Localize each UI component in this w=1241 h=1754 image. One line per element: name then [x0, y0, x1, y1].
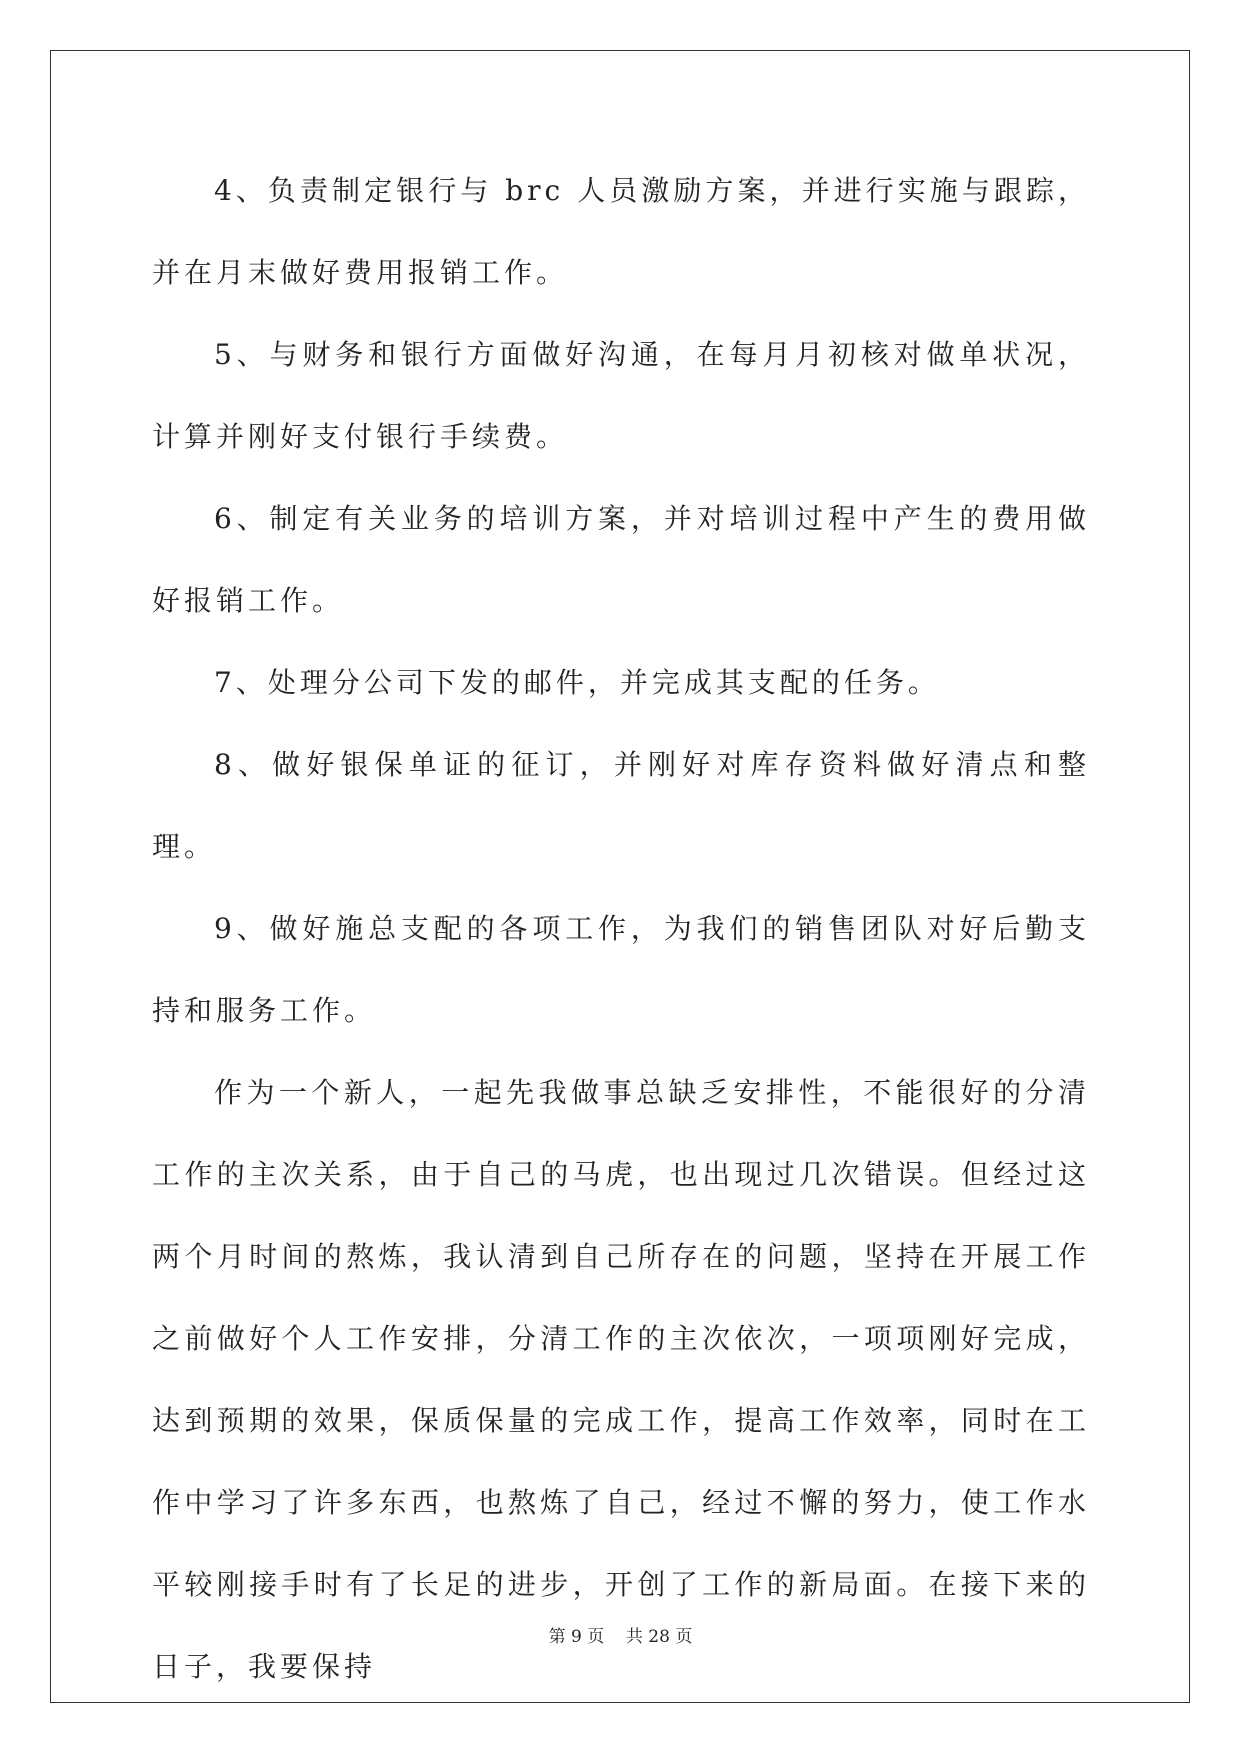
paragraph-item-4: 4、负责制定银行与 brc 人员激励方案，并进行实施与跟踪，并在月末做好费用报销工作。: [152, 174, 1090, 289]
page-total: 共 28 页: [625, 1627, 693, 1647]
page-number: 第 9 页: [548, 1627, 605, 1647]
paragraph-item-8: 8、做好银保单证的征订，并刚好对库存资料做好清点和整理。: [152, 748, 1090, 863]
paragraph-item-6: 6、制定有关业务的培训方案，并对培训过程中产生的费用做好报销工作。: [152, 502, 1090, 617]
page-footer: [0, 1622, 1241, 1647]
paragraph-item-7: 7、处理分公司下发的邮件，并完成其支配的任务。: [214, 666, 940, 699]
paragraph-item-5: 5、与财务和银行方面做好沟通，在每月月初核对做单状况，计算并刚好支付银行手续费。: [152, 338, 1090, 453]
paragraph-summary: 作为一个新人，一起先我做事总缺乏安排性，不能很好的分清工作的主次关系，由于自己的马虎，也出现过几次错误。但经过这两个月时间的熬炼，我认清到自己所存在的问题，坚持在开展工作之前做好个人工作安排，分清工作的主次依次，一项项刚好完成，达到预期的效果，保质保量的完成工作，提高工作效率，同时在工作中学习了许多东西，也熬炼了自己，经过不懈的努力，使工作水平较刚接手时有了长足的进步，开创了工作的新局面。在接下来的日子，我要保持: [152, 1076, 1090, 1683]
paragraph-item-9: 9、做好施总支配的各项工作，为我们的销售团队对好后勤支持和服务工作。: [152, 912, 1090, 1027]
document-body: [152, 150, 1090, 1708]
